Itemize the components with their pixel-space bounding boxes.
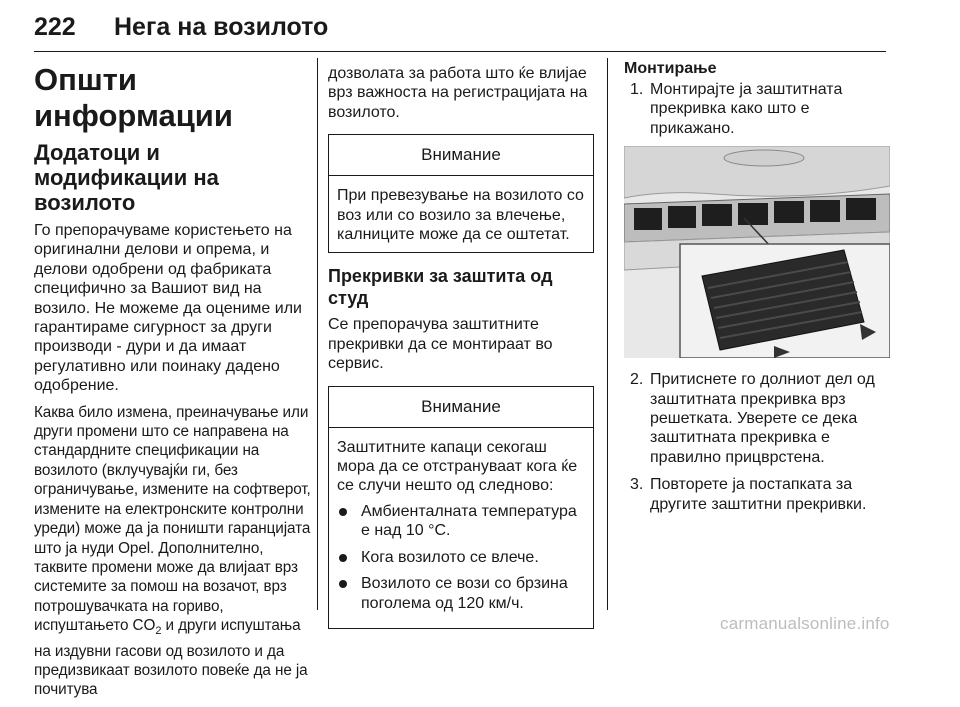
paragraph [34,403,316,700]
chapter-title: Општи информации [34,62,233,133]
watermark: carmanualsonline.info [720,614,890,633]
paragraph-text: Каква било измена, преиначување или други промени што се направена на стандардните спецификации на возилото (вклучувајќи ги, без ограничување, измените на софтверот, измените на електронските контролни уреди) може да ја поништи гаранцијата што ја нуди Opel. Дополнително, таквите промени може да влијаат врз системите за помош на возачот, врз потрошувачката на гориво, испуштањето CO [34,403,311,635]
paragraph: Се препорачува заштитните прекривки да се монтираат во сервис. [328,316,553,373]
page-header-title: Нега на возилото [114,13,329,41]
list-item [337,548,585,567]
bullet-icon [339,508,347,516]
column-divider [317,58,318,610]
bullet-icon [339,580,347,588]
bullet-list [337,502,585,613]
step-text: Притиснете го долниот дел од заштитната прекривка врз решетката. Уверете се дека заштитната прекривка е правилно прицврстена. [650,371,875,466]
notice-body [329,428,593,628]
steps-list [624,370,890,514]
notice-title: Внимание [329,135,593,176]
list-item-text: Возилото се вози со брзина поголема од 120 км/ч. [361,575,568,612]
list-item-text: Амбиенталната температура е над 10 °C. [361,502,577,540]
notice-box [328,134,594,253]
page-header [34,0,886,52]
step-text: Монтирајте ја заштитната прекривка како што е прикажано. [650,81,843,137]
list-item [624,370,890,467]
list-item-text: Кога возилото се влече. [361,548,539,566]
subsection-title: Прекривки за заштита од студ [328,266,553,309]
column-divider [607,58,608,610]
subscript: 2 [155,625,162,638]
left-column [34,58,316,707]
step-number: 3. [630,476,644,494]
list-item [624,80,890,138]
step-number: 2. [630,371,644,389]
notice-text: Заштитните капаци секогаш мора да се отстрануваат кога ќе се случи нешто од следново: [337,438,578,495]
section-title: Додатоци и модификации на возилото [34,140,219,215]
cover-installation-illustration [624,146,890,358]
page-number: 222 [34,13,76,41]
grille-illustration [624,146,890,358]
notice-title: Внимание [329,387,593,428]
list-item [624,475,890,514]
paragraph: Го препорачуваме користењето на оригинални делови и опрема, и делови одобрени од фабриката специфично за Вашиот вид на возило. Не можеме да оцениме или гарантираме сигурност за други производи - дури и да имаат регулативно или поинаку дадено одобрение. [34,222,302,395]
paragraph-text: и други испуштања на издувни гасови од возилото и да предизвикаат возилото повеќе да не ја почитува [34,617,308,699]
notice-text: При превезување на возилото со воз или со возило за влечење, калниците може да се оштетат. [337,187,584,244]
step-text: Повторете ја постапката за другите заштитни прекривки. [650,476,867,513]
step-number: 1. [630,81,644,98]
list-item [337,574,585,613]
paragraph: дозволата за работа што ќе влијае врз важноста на регистрацијата на возилото. [328,65,588,121]
subsection-title: Монтирање [624,60,717,77]
list-item [337,502,585,541]
steps-list [624,80,890,138]
notice-box [328,386,594,629]
middle-column [328,58,594,639]
right-column [624,58,890,522]
bullet-icon [339,554,347,562]
